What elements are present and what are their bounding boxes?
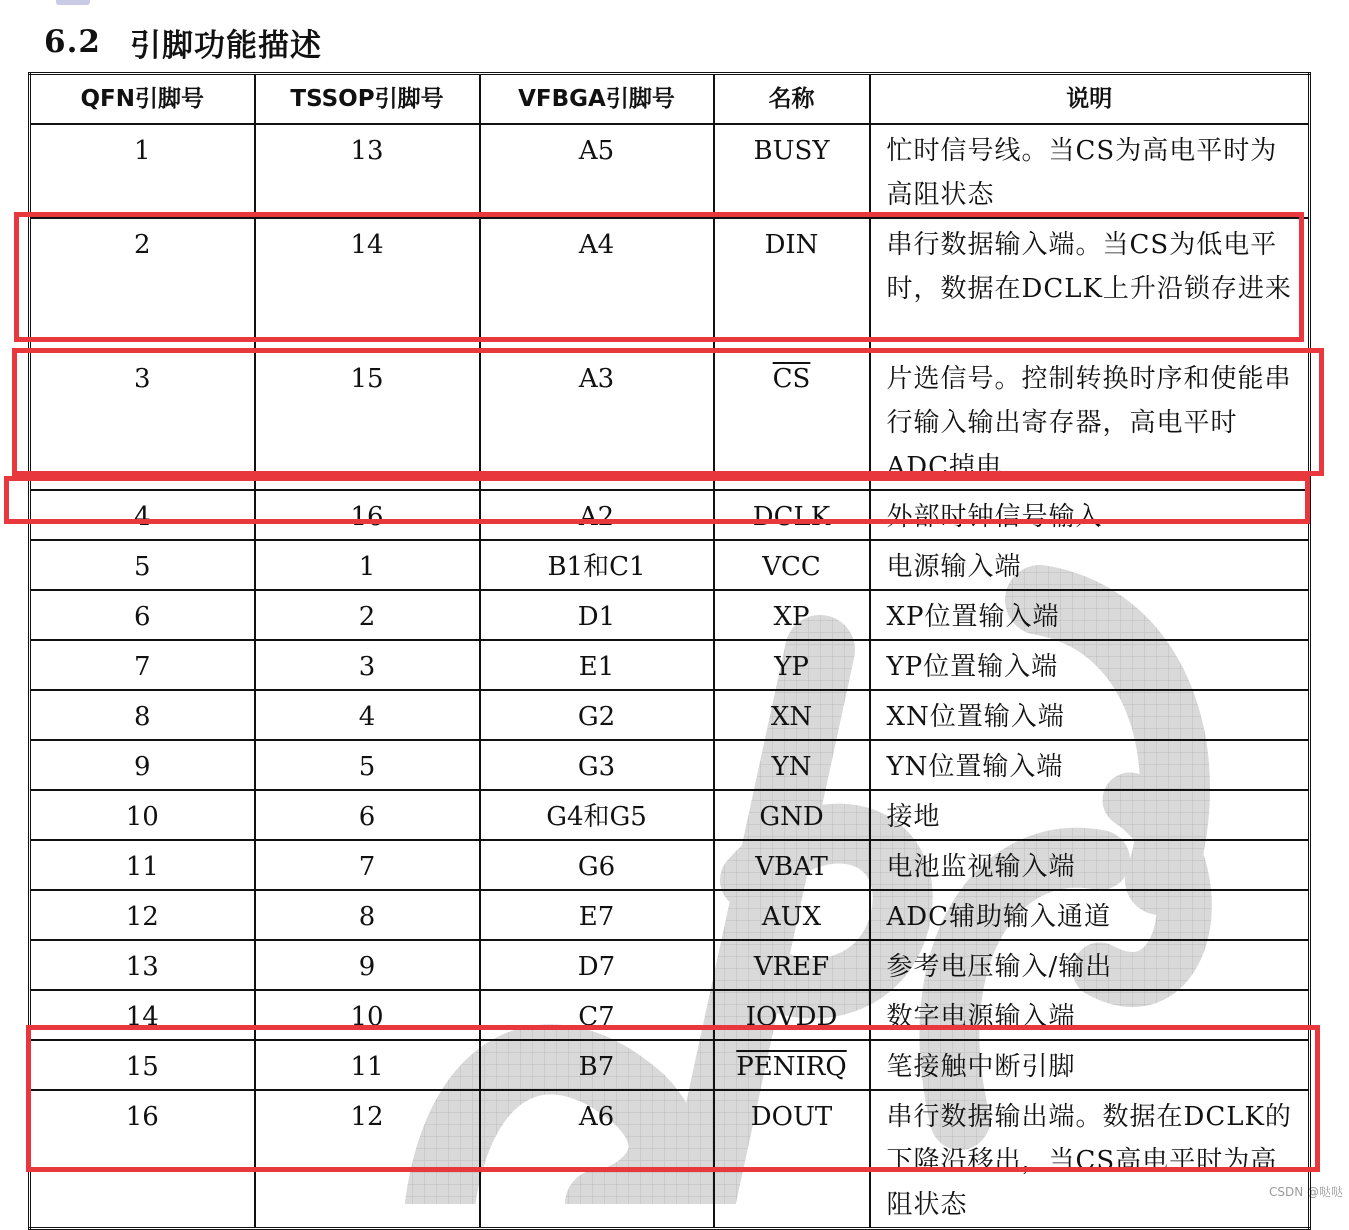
pin-name-cell: BUSY: [714, 124, 870, 218]
table-row: [30, 740, 1310, 790]
section-heading: [44, 14, 322, 70]
pin-name-cell: VBAT: [714, 840, 870, 890]
description-cell: 忙时信号线。当CS为高电平时为高阻状态: [870, 124, 1310, 218]
description-cell: 片选信号。控制转换时序和使能串行输入输出寄存器，高电平时ADC掉电: [870, 352, 1310, 490]
vfbga-cell: B7: [480, 1040, 714, 1090]
tssop-cell: 1: [255, 540, 480, 590]
table-row: [30, 218, 1310, 352]
table-row: [30, 1040, 1310, 1090]
pin-name-overlined: PENIRQ: [736, 1051, 847, 1082]
description-cell: 串行数据输入端。当CS为低电平时，数据在DCLK上升沿锁存进来: [870, 218, 1310, 352]
description-cell: XP位置输入端: [870, 590, 1310, 640]
table-row: [30, 124, 1310, 218]
tssop-cell: 13: [255, 124, 480, 218]
qfn-cell: 10: [30, 790, 255, 840]
description-cell: 笔接触中断引脚: [870, 1040, 1310, 1090]
qfn-cell: 12: [30, 890, 255, 940]
header-qfn: QFN引脚号: [30, 74, 255, 124]
pin-name-cell: [714, 1040, 870, 1090]
vfbga-cell: A2: [480, 490, 714, 540]
qfn-cell: 1: [30, 124, 255, 218]
table-row: [30, 640, 1310, 690]
description-cell: 电源输入端: [870, 540, 1310, 590]
pin-name-cell: DOUT: [714, 1090, 870, 1229]
qfn-cell: 2: [30, 218, 255, 352]
table-row: [30, 490, 1310, 540]
table-row: [30, 590, 1310, 640]
description-cell: 参考电压输入/输出: [870, 940, 1310, 990]
tssop-cell: 6: [255, 790, 480, 840]
qfn-cell: 6: [30, 590, 255, 640]
vfbga-cell: B1和C1: [480, 540, 714, 590]
table-row: [30, 352, 1310, 490]
vfbga-cell: G3: [480, 740, 714, 790]
description-cell: 外部时钟信号输入: [870, 490, 1310, 540]
pin-name-cell: XP: [714, 590, 870, 640]
description-cell: 接地: [870, 790, 1310, 840]
description-cell: YP位置输入端: [870, 640, 1310, 690]
qfn-cell: 4: [30, 490, 255, 540]
table-row: [30, 1090, 1310, 1229]
tssop-cell: 4: [255, 690, 480, 740]
header-vfbga: VFBGA引脚号: [480, 74, 714, 124]
vfbga-cell: G6: [480, 840, 714, 890]
table-row: [30, 790, 1310, 840]
tssop-cell: 12: [255, 1090, 480, 1229]
tssop-cell: 9: [255, 940, 480, 990]
tssop-cell: 2: [255, 590, 480, 640]
description-cell: 数字电源输入端: [870, 990, 1310, 1040]
tssop-cell: 14: [255, 218, 480, 352]
pin-name-cell: YN: [714, 740, 870, 790]
table-row: [30, 840, 1310, 890]
pin-function-table: [28, 72, 1311, 1230]
pin-name-cell: VREF: [714, 940, 870, 990]
table-row: [30, 990, 1310, 1040]
tssop-cell: 5: [255, 740, 480, 790]
tssop-cell: 10: [255, 990, 480, 1040]
table-row: [30, 890, 1310, 940]
vfbga-cell: A4: [480, 218, 714, 352]
pin-name-cell: YP: [714, 640, 870, 690]
pin-name-cell: DCLK: [714, 490, 870, 540]
pin-name-cell: VCC: [714, 540, 870, 590]
qfn-cell: 3: [30, 352, 255, 490]
tssop-cell: 8: [255, 890, 480, 940]
pin-name-cell: [714, 352, 870, 490]
top-edge-mark: [56, 0, 90, 5]
pin-name-cell: AUX: [714, 890, 870, 940]
description-cell: YN位置输入端: [870, 740, 1310, 790]
description-cell: 串行数据输出端。数据在DCLK的下降沿移出，当CS高电平时为高阻状态: [870, 1090, 1310, 1229]
vfbga-cell: A5: [480, 124, 714, 218]
description-cell: 电池监视输入端: [870, 840, 1310, 890]
vfbga-cell: E7: [480, 890, 714, 940]
vfbga-cell: G4和G5: [480, 790, 714, 840]
table-header-row: [30, 74, 1310, 124]
tssop-cell: 11: [255, 1040, 480, 1090]
vfbga-cell: A6: [480, 1090, 714, 1229]
description-cell: XN位置输入端: [870, 690, 1310, 740]
vfbga-cell: E1: [480, 640, 714, 690]
pin-name-cell: IOVDD: [714, 990, 870, 1040]
pin-name-cell: GND: [714, 790, 870, 840]
vfbga-cell: G2: [480, 690, 714, 740]
qfn-cell: 15: [30, 1040, 255, 1090]
qfn-cell: 11: [30, 840, 255, 890]
credit-text: CSDN @哒哒: [1268, 1185, 1343, 1199]
qfn-cell: 14: [30, 990, 255, 1040]
qfn-cell: 16: [30, 1090, 255, 1229]
pin-name-overlined: $\overline{CS}$: [772, 363, 811, 394]
qfn-cell: 13: [30, 940, 255, 990]
qfn-cell: 8: [30, 690, 255, 740]
description-cell: ADC辅助输入通道: [870, 890, 1310, 940]
vfbga-cell: A3: [480, 352, 714, 490]
tssop-cell: 16: [255, 490, 480, 540]
table-row: [30, 940, 1310, 990]
section-title: 引脚功能描述: [130, 27, 322, 64]
header-name: 名称: [714, 74, 870, 124]
tssop-cell: 3: [255, 640, 480, 690]
pin-name-cell: DIN: [714, 218, 870, 352]
table-row: [30, 690, 1310, 740]
tssop-cell: 15: [255, 352, 480, 490]
vfbga-cell: D1: [480, 590, 714, 640]
section-number: 6.2: [44, 24, 101, 60]
qfn-cell: 9: [30, 740, 255, 790]
pin-name-cell: XN: [714, 690, 870, 740]
header-tssop: TSSOP引脚号: [255, 74, 480, 124]
tssop-cell: 7: [255, 840, 480, 890]
qfn-cell: 7: [30, 640, 255, 690]
qfn-cell: 5: [30, 540, 255, 590]
table-row: [30, 540, 1310, 590]
vfbga-cell: C7: [480, 990, 714, 1040]
header-description: 说明: [870, 74, 1310, 124]
vfbga-cell: D7: [480, 940, 714, 990]
